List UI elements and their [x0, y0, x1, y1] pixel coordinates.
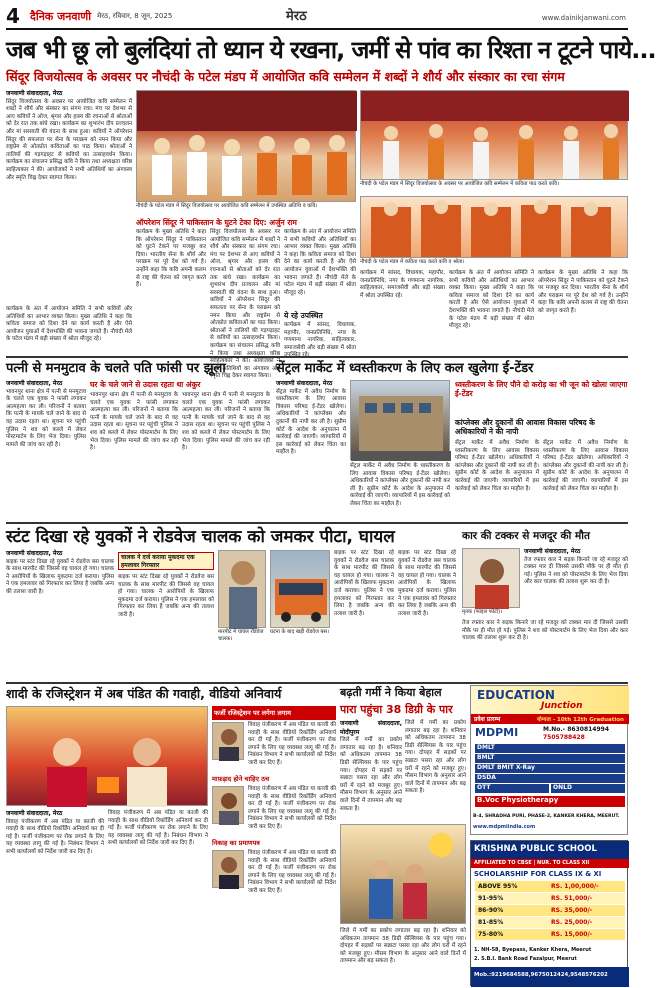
page-number: 4	[6, 4, 20, 28]
ad2-header	[471, 841, 629, 859]
lead-right-col3	[538, 270, 628, 350]
story2-body-cont2: भावनपुर थाना क्षेत्र में पत्नी से मनमुटाव के चलते एक युवक ने फांसी लगाकर आत्महत्या कर ली। परिजनों ने बताया कि पत्नी के मायके चले जाने के बाद से वह उदास रहता था। सूचना पर पहुंची पुलिस ने शव को कब्जे में लेकर पोस्टमार्टम के लिए भेज दिया। पुलिस मामले की जांच कर रही है।	[182, 392, 270, 452]
story6-portrait-1	[212, 722, 244, 760]
ad1-course-3: DMLT BMIT X-Ray	[475, 764, 625, 773]
ad2-row-1	[475, 881, 625, 892]
story7-photo	[340, 824, 466, 924]
roadways-bus-art	[271, 551, 331, 629]
story4-body-cont2: बाइक पर स्टंट दिखा रहे युवकों ने रोडवेज बस चालक के साथ मारपीट की जिससे वह घायल हो गया। चालक ने आरोपियों के खिलाफ मुकदमा दर्ज कराया। पुलिस ने एक हमलावर को गिरफ्तार कर लिया है जबकि अन्य की तलाश जारी है।	[334, 550, 394, 617]
story6-col1	[6, 810, 104, 986]
story6-box-text2	[248, 786, 336, 836]
story7-body-cont2: जिले में गर्मी का प्रकोप लगातार बढ़ रहा है। शनिवार को अधिकतम तापमान 38 डिग्री सेल्सियस के पार पहुंच गया। दोपहर में सड़कों पर सन्नाटा पसरा रहा और लोग घरों में रहने को मजबूर हुए। मौसम विभाग के अनुसार आने वाले दिनों में तापमान और बढ़ सकता है।	[340, 928, 466, 965]
story5-headline: कार की टक्कर से मजदूर की मौत	[462, 530, 590, 542]
present-text: कार्यक्रम में सांसद, विधायक, महापौर, जनप्रतिनिधि, नगर के गणमान्य नागरिक, साहित्यकार, समाजसेवी और बड़ी संख्या में श्रोता	[284, 322, 356, 351]
story3-col1	[276, 380, 346, 520]
ad2-scholarship: SCHOLARSHIP FOR CLASS IX & XI	[474, 870, 602, 878]
ad1-banner-text: प्रवेश प्रारम्भ	[474, 716, 501, 723]
story3-kicker: ध्वस्तीकरण के लिए पौने दो करोड़ का भी जून को खोला जाएगा ई-टेंडर	[455, 380, 628, 398]
present-headline: ये रहे उपस्थित	[284, 311, 323, 320]
story4-col4	[398, 550, 456, 680]
story4-caption-2: घटना के बाद खड़ी रोडवेज बस।	[270, 629, 329, 635]
lead-right-text2: कार्यक्रम के अंत में आयोजन समिति ने सभी कवियों और अतिथियों का आभार व्यक्त किया। मुख्य अतिथि ने कहा कि कविता समाज को दिशा देने का कार्य करती है और ऐसे आयोजन युवाओं में देशभक्ति की भावना जगाते हैं। नौचंदी मेले के पटेल मंडप में बड़ी संख्या में श्रोता मौजूद रहे।	[449, 270, 534, 330]
story4-col1	[6, 550, 114, 680]
ad2-row-3	[475, 905, 625, 916]
ad1-phone2[interactable]: 7505788428	[543, 734, 585, 741]
photo-people-art	[137, 91, 357, 203]
story2-headline: पत्नी से मनमुटाव के चलते पति फांसी पर झूला	[6, 361, 226, 376]
story4-kicker-box	[118, 552, 214, 570]
story7-byline: जनवाणी संवाददाता, मोदीपुरम	[340, 720, 402, 736]
ad2-row-3-pct: 86-90%	[478, 907, 504, 914]
lead-subheadline: ऑपरेशन सिंदूर ने पाकिस्तान के घुटने टेका दिए: अर्जुन राम	[136, 218, 297, 227]
photo-stage-art	[361, 91, 629, 181]
story6-box-heading2: निकाह का प्रमाणपत्र	[212, 839, 260, 847]
ad1-web[interactable]: www.mdpmiindia.com	[473, 824, 536, 830]
story4-headline: स्टंट दिखा रहे युवकों ने रोडवेज चालक को जमकर पीटा, घायल	[6, 527, 395, 547]
ad1-banner-text2: योग्यता - 10th 12th Graduation	[537, 717, 624, 723]
story7-headline2: पारा पहुंचा 38 डिग्री के पार	[340, 703, 453, 716]
story3-photo	[350, 380, 450, 460]
story5-col2	[462, 620, 628, 680]
ad1-address: B-4, SHRADHA PURI, PHASE-2, KANKER KHERA, MEERUT.	[473, 814, 620, 819]
portrait-art-2	[213, 787, 245, 825]
story4-col2	[118, 574, 214, 680]
story6-box-body1: विवाह पंजीकरण में अब पंडित या काजी की गवाही के साथ वीडियो रिकॉर्डिंग अनिवार्य कर दी गई है। फर्जी पंजीकरण पर रोक लगाने के लिए यह व्यवस्था लागू की गई है। निबंधन विभाग ने सभी कार्यालयों को निर्देश जारी कर दिए हैं।	[248, 722, 336, 766]
ad2-row-4	[475, 917, 625, 928]
lead-sub-col3	[284, 229, 356, 309]
story6-byline: जनवाणी संवाददाता, मेरठ	[6, 810, 63, 817]
story3-body-cont2: सेंट्रल मार्केट में अवैध निर्माण के ध्वस्तीकरण के लिए आवास विकास परिषद ई-टेंडर खोलेगा। अधिकारियों ने कांप्लेक्स और दुकानों की नापी कर ली है। सुप्रीम कोर्ट के आदेश के अनुपालन में कार्रवाई की जाएगी। व्यापारियों में इस कार्रवाई को लेकर चिंता का माहौल है।	[455, 440, 539, 492]
ad1-phone1[interactable]: M.No.- 8630814994	[543, 726, 609, 733]
story6-headline: शादी के रजिस्ट्रेशन में अब पंडित की गवाही, वीडियो अनिवार्य	[6, 686, 282, 701]
story5-caption: मृतक (फाइल फोटो)।	[462, 609, 503, 615]
story6-box-body3: विवाह पंजीकरण में अब पंडित या काजी की गवाही के साथ वीडियो रिकॉर्डिंग अनिवार्य कर दी गई है। फर्जी पंजीकरण पर रोक लगाने के लिए यह व्यवस्था लागू की गई है। निबंधन विभाग ने सभी कार्यालयों को निर्देश जारी कर दिए हैं।	[248, 850, 336, 894]
lead-caption-1: नौचंदी के पटेल मंडप में सिंदूर विजयोत्सव पर आयोजित कवि सम्मेलन में उपस्थित अतिथि व कवि।	[136, 203, 318, 209]
portrait-art-1	[213, 723, 245, 761]
lead-right-col1	[360, 270, 445, 350]
lead-body-col1b	[6, 306, 132, 356]
ad2-row-1-pct: ABOVE 95%	[478, 883, 518, 890]
story7-col1	[340, 720, 402, 820]
story6-box-text3	[248, 850, 336, 986]
photo-audience-art	[361, 197, 629, 259]
ad1-course-4: DSDA	[475, 774, 625, 783]
ad2-table	[475, 881, 625, 943]
story3-headline: सेंट्रल मार्केट में ध्वस्तीकरण के लिए कल खुलेगा ई-टेंडर	[276, 361, 534, 376]
ad2-footer	[471, 967, 629, 987]
paper-logo: दैनिक जनवाणी	[30, 9, 92, 23]
story3-col4	[543, 440, 628, 520]
lead-photo-1	[136, 90, 356, 202]
story6-portrait-3	[212, 850, 244, 888]
story4-photo-1	[218, 550, 266, 628]
lead-body: सिंदूर विजयोत्सव के अवसर पर आयोजित कवि सम्मेलन में शब्दों ने शौर्य और संस्कार का संगम रचा। मंच पर देशभर से आए कवियों ने ओज, श्रृंगार और हास्य की रचनाओं से श्रोताओं को देर रात तक बांधे रखा। कार्यक्रम का शुभारंभ दीप प्रज्वलन और मां सरस्वती की वंदना के साथ हुआ। कवियों ने ऑपरेशन सिंदूर की सफलता पर सेना के पराक्रम को नमन किया और राष्ट्रप्रेम से ओतप्रोत कविताओं का पाठ किया। श्रोताओं ने तालियों की गड़गड़ाहट से कवियों का उत्साहवर्धन किया। कार्यक्रम का संचालन प्रसिद्ध कवि ने किया तथा अध्यक्षता वरिष्ठ साहित्यकार ने की। आयोजकों ने सभी अतिथियों का अंगवस्त्र और स्मृति चिह्न देकर स्वागत किया।	[6, 98, 132, 181]
ad2-row-4-pct: 81-85%	[478, 919, 504, 926]
ad1-banner	[471, 714, 629, 724]
story4-kicker: चालक ने दर्ज कराया मुकदमा एक हमलावर गिरफ्तार	[121, 554, 195, 569]
story7-col3	[340, 928, 466, 986]
story7-body-cont: जिले में गर्मी का प्रकोप लगातार बढ़ रहा है। शनिवार को अधिकतम तापमान 38 डिग्री सेल्सियस के पार पहुंच गया। दोपहर में सड़कों पर सन्नाटा पसरा रहा और लोग घरों में रहने को मजबूर हुए। मौसम विभाग के अनुसार आने वाले दिनों में तापमान और बढ़ सकता है।	[405, 720, 466, 795]
story5-body-cont: तेज रफ्तार कार ने सड़क किनारे जा रहे मजदूर को टक्कर मार दी जिससे उसकी मौके पर ही मौत हो गई। पुलिस ने शव को पोस्टमार्टम के लिए भेज दिया और कार चालक की तलाश शुरू कर दी है।	[462, 620, 628, 642]
ad1-header	[471, 686, 629, 714]
story2-col1	[6, 380, 86, 520]
ad2-row-1-amt: RS. 1,00,000/-	[551, 883, 599, 890]
divider-2	[6, 522, 628, 524]
story6-body: विवाह पंजीकरण में अब पंडित या काजी की गवाही के साथ वीडियो रिकॉर्डिंग अनिवार्य कर दी गई है। फर्जी पंजीकरण पर रोक लगाने के लिए यह व्यवस्था लागू की गई है। निबंधन विभाग ने सभी कार्यालयों को निर्देश जारी कर दिए हैं।	[6, 818, 104, 855]
story2-kicker: घर के चले जाने से उदास रहता था अंकुर	[90, 380, 201, 389]
lead-right-col2	[449, 270, 534, 350]
ad2-row-5	[475, 929, 625, 940]
story6-kicker: फर्जी रजिस्ट्रेशन पर लगेगा लगाम	[214, 709, 291, 717]
ad1-course-6: ONLD	[551, 784, 625, 793]
lead-body2: कार्यक्रम के अंत में आयोजन समिति ने सभी कवियों और अतिथियों का आभार व्यक्त किया। मुख्य अतिथि ने कहा कि कविता समाज को दिशा देने का कार्य करती है और ऐसे आयोजन युवाओं में देशभक्ति की भावना जगाते हैं। नौचंदी मेले के पटेल मंडप में बड़ी संख्या में श्रोता मौजूद रहे।	[6, 306, 132, 343]
lead-sub-body-cont: सिंदूर विजयोत्सव के अवसर पर आयोजित कवि सम्मेलन में शब्दों ने शौर्य और संस्कार का संगम रचा। मंच पर देशभर से आए कवियों ने ओज, श्रृंगार और हास्य की रचनाओं से श्रोताओं को देर रात तक बांधे रखा। कार्यक्रम का शुभारंभ दीप प्रज्वलन और मां सरस्वती की वंदना के साथ हुआ। कवियों ने ऑपरेशन सिंदूर की सफलता पर सेना के पराक्रम को नमन किया और राष्ट्रप्रेम से ओतप्रोत कविताओं का पाठ किया। श्रोताओं ने तालियों की गड़गड़ाहट से कवियों का उत्साहवर्धन किया। कार्यक्रम का संचालन प्रसिद्ध कवि ने किया तथा अध्यक्षता वरिष्ठ साहित्यकार ने की। आयोजकों ने सभी अतिथियों का अंगवस्त्र और स्मृति चिह्न देकर स्वागत किया।	[210, 229, 280, 380]
story6-portrait-2	[212, 786, 244, 824]
ad1-course-2: BMLT	[475, 754, 625, 763]
ad1-course-extra: B.Voc Physiotherapy	[475, 796, 625, 807]
story3-body-cont3: सेंट्रल मार्केट में अवैध निर्माण के ध्वस्तीकरण के लिए आवास विकास परिषद ई-टेंडर खोलेगा। अधिकारियों ने कांप्लेक्स और दुकानों की नापी कर ली है। सुप्रीम कोर्ट के आदेश के अनुपालन में कार्रवाई की जाएगी। व्यापारियों में इस कार्रवाई को लेकर चिंता का माहौल है।	[543, 440, 628, 492]
market-building-art	[351, 381, 451, 461]
lead-caption-2: नौचंदी के पटेल मंडप में सिंदूर विजयोत्सव के अवसर पर आयोजित कवि सम्मेलन में कविता पाठ करते कवि।	[360, 181, 559, 187]
present-body	[284, 322, 356, 350]
injured-driver-art	[219, 551, 267, 629]
story6-body-cont: विवाह पंजीकरण में अब पंडित या काजी की गवाही के साथ वीडियो रिकॉर्डिंग अनिवार्य कर दी गई है। फर्जी पंजीकरण पर रोक लगाने के लिए यह व्यवस्था लागू की गई है। निबंधन विभाग ने सभी कार्यालयों को निर्देश जारी कर दिए हैं।	[108, 810, 208, 847]
ad2-row-5-pct: 75-80%	[478, 931, 504, 938]
ad-krishna-public-school[interactable]	[470, 840, 628, 986]
story6-col2	[108, 810, 208, 986]
story6-box-text1	[248, 722, 336, 772]
story6-box-body2: विवाह पंजीकरण में अब पंडित या काजी की गवाही के साथ वीडियो रिकॉर्डिंग अनिवार्य कर दी गई है। फर्जी पंजीकरण पर रोक लगाने के लिए यह व्यवस्था लागू की गई है। निबंधन विभाग ने सभी कार्यालयों को निर्देश जारी कर दिए हैं।	[248, 786, 336, 830]
lead-sub-col1	[136, 229, 206, 349]
lead-photo-2	[360, 90, 628, 180]
lead-sub-body-cont2: कार्यक्रम के अंत में आयोजन समिति ने सभी कवियों और अतिथियों का आभार व्यक्त किया। मुख्य अतिथि ने कहा कि कविता समाज को दिशा देने का कार्य करती है और ऐसे आयोजन युवाओं में देशभक्ति की भावना जगाते हैं। नौचंदी मेले के पटेल मंडप में बड़ी संख्या में श्रोता मौजूद रहे।	[284, 229, 356, 296]
victim-portrait-art	[463, 549, 521, 609]
story3-col3	[455, 440, 539, 520]
story4-body: बाइक पर स्टंट दिखा रहे युवकों ने रोडवेज बस चालक के साथ मारपीट की जिससे वह घायल हो गया। चालक ने आरोपियों के खिलाफ मुकदमा दर्ज कराया। पुलिस ने एक हमलावर को गिरफ्तार कर लिया है जबकि अन्य की तलाश जारी है।	[6, 558, 114, 595]
story2-col2	[90, 392, 178, 520]
story4-body-cont3: बाइक पर स्टंट दिखा रहे युवकों ने रोडवेज बस चालक के साथ मारपीट की जिससे वह घायल हो गया। चालक ने आरोपियों के खिलाफ मुकदमा दर्ज कराया। पुलिस ने एक हमलावर को गिरफ्तार कर लिया है जबकि अन्य की तलाश जारी है।	[398, 550, 456, 617]
lead-caption-3: नौचंदी के पटेल मंडप में कविता पाठ करते कवि व श्रोता।	[360, 259, 465, 265]
story2-body-cont: भावनपुर थाना क्षेत्र में पत्नी से मनमुटाव के चलते एक युवक ने फांसी लगाकर आत्महत्या कर ली। परिजनों ने बताया कि पत्नी के मायके चले जाने के बाद से वह उदास रहता था। सूचना पर पहुंची पुलिस ने शव को कब्जे में लेकर पोस्टमार्टम के लिए भेज दिया। पुलिस मामले की जांच कर रही है।	[90, 392, 178, 452]
ad2-mobile[interactable]: Mob.:9219684588,9675012424,9548576202	[474, 972, 608, 978]
lead-body-col1	[6, 90, 132, 304]
lead-headline: जब भी छू लो बुलंदियां तो ध्यान ये रखना, जमीं से पांव का रिश्ता न टूटने पाये...	[6, 36, 656, 64]
ad2-affil-bar	[471, 859, 629, 868]
ad2-row-2-pct: 91-95%	[478, 895, 504, 902]
story5-photo	[462, 548, 520, 608]
story4-photo-2	[270, 550, 330, 628]
lead-byline: जनवाणी संवाददाता, मेरठ	[6, 90, 63, 97]
lead-photo-3	[360, 196, 628, 258]
story7-headline: बढ़ती गर्मी ने किया बेहाल	[340, 686, 442, 699]
story2-body: भावनपुर थाना क्षेत्र में पत्नी से मनमुटाव के चलते एक युवक ने फांसी लगाकर आत्महत्या कर ली। परिजनों ने बताया कि पत्नी के मायके चले जाने के बाद से वह उदास रहता था। सूचना पर पहुंची पुलिस ने शव को कब्जे में लेकर पोस्टमार्टम के लिए भेज दिया। पुलिस मामले की जांच कर रही है।	[6, 388, 86, 448]
story3-col2	[350, 463, 450, 520]
lead-sub-body: कार्यक्रम के मुख्य अतिथि ने कहा कि ऑपरेशन सिंदूर ने पाकिस्तान को घुटने टेकने पर मजबूर कर दिया। भारतीय सेना के शौर्य और पराक्रम पर पूरे देश को गर्व है। उन्होंने कहा कि कवि अपनी कलम से राष्ट्र की चेतना को जागृत करते हैं।	[136, 229, 206, 289]
website[interactable]: www.dainikjanwani.com	[541, 14, 626, 22]
ad2-row-4-amt: RS. 25,000/-	[551, 919, 593, 926]
ad1-college: MDPMI	[475, 726, 519, 739]
wedding-ceremony-art	[7, 707, 209, 807]
ad1-course-5: OTT	[475, 784, 549, 793]
ad2-address-1: 1. NH-58, Byepass, Kanker Khera, Meerut	[474, 947, 592, 953]
story7-body: जिले में गर्मी का प्रकोप लगातार बढ़ रहा है। शनिवार को अधिकतम तापमान 38 डिग्री सेल्सियस के पार पहुंच गया। दोपहर में सड़कों पर सन्नाटा पसरा रहा और लोग घरों में रहने को मजबूर हुए। मौसम विभाग के अनुसार आने वाले दिनों में तापमान और बढ़ सकता है।	[340, 737, 402, 812]
masthead	[6, 4, 628, 30]
story3-body-cont: सेंट्रल मार्केट में अवैध निर्माण के ध्वस्तीकरण के लिए आवास विकास परिषद ई-टेंडर खोलेगा। अधिकारियों ने कांप्लेक्स और दुकानों की नापी कर ली है। सुप्रीम कोर्ट के आदेश के अनुपालन में कार्रवाई की जाएगी। व्यापारियों में इस कार्रवाई को लेकर चिंता का माहौल है।	[350, 463, 450, 507]
lead-right-text1: कार्यक्रम में सांसद, विधायक, महापौर, जनप्रतिनिधि, नगर के गणमान्य नागरिक, साहित्यकार, समाजसेवी और बड़ी संख्या में श्रोता उपस्थित रहे।	[360, 270, 445, 299]
ad2-affil: AFFILIATED TO CBSE | NUR. TO CLASS XII	[474, 860, 590, 866]
ad2-address-2: 2. S.B.I. Bank Road Fazalpur, Meerut	[474, 956, 577, 962]
ad2-row-2	[475, 893, 625, 904]
ad1-course-1: DMLT	[475, 744, 625, 753]
story3-byline: जनवाणी संवाददाता, मेरठ	[276, 380, 333, 387]
lead-subhead: सिंदूर विजयोत्सव के अवसर पर नौचंदी के पटेल मंडप में आयोजित कवि सम्मेलन में शब्दों ने शौर्य और संस्कार का रचा संगम	[6, 69, 565, 84]
ad2-row-2-amt: RS. 51,000/-	[551, 895, 593, 902]
ad1-course-list	[475, 744, 625, 810]
story6-box-heading: माफ़ड़ाद होने चाहिए ठच	[212, 775, 270, 783]
lead-sub-col2	[210, 229, 280, 380]
story3-kicker2: कांप्लेक्स और दुकानों की आवास विकास परिषद के अधिकारियों ने की नापी	[455, 418, 595, 436]
story5-col1	[524, 548, 628, 618]
story2-byline: जनवाणी संवाददाता, मेरठ	[6, 380, 63, 387]
lead-right-text3: कार्यक्रम के मुख्य अतिथि ने कहा कि ऑपरेशन सिंदूर ने पाकिस्तान को घुटने टेकने पर मजबूर कर दिया। भारतीय सेना के शौर्य और पराक्रम पर पूरे देश को गर्व है। उन्होंने कहा कि कवि अपनी कलम से राष्ट्र की चेतना को जागृत करते हैं।	[538, 270, 628, 314]
city-label: मेरठ	[286, 9, 307, 24]
portrait-art-3	[213, 851, 245, 889]
story2-col3	[182, 392, 270, 520]
story4-body-cont: बाइक पर स्टंट दिखा रहे युवकों ने रोडवेज बस चालक के साथ मारपीट की जिससे वह घायल हो गया। चालक ने आरोपियों के खिलाफ मुकदमा दर्ज कराया। पुलिस ने एक हमलावर को गिरफ्तार कर लिया है जबकि अन्य की तलाश जारी है।	[118, 574, 214, 618]
story4-col3	[334, 550, 394, 680]
story7-col2	[405, 720, 466, 820]
divider-3	[6, 682, 628, 684]
ad-education-junction[interactable]	[470, 685, 628, 835]
ad2-row-3-amt: RS. 35,000/-	[551, 907, 593, 914]
story5-body: तेज रफ्तार कार ने सड़क किनारे जा रहे मजदूर को टक्कर मार दी जिससे उसकी मौके पर ही मौत हो गई। पुलिस ने शव को पोस्टमार्टम के लिए भेज दिया और कार चालक की तलाश शुरू कर दी है।	[524, 556, 628, 586]
edition-date: मेरठ, रविवार, 8 जून, 2025	[97, 11, 173, 20]
ad2-row-5-amt: RS. 15,000/-	[551, 931, 593, 938]
story4-caption-1: मारपीट में घायल रोडवेज चालक।	[218, 629, 264, 642]
story3-body: सेंट्रल मार्केट में अवैध निर्माण के ध्वस्तीकरण के लिए आवास विकास परिषद ई-टेंडर खोलेगा। अधिकारियों ने कांप्लेक्स और दुकानों की नापी कर ली है। सुप्रीम कोर्ट के आदेश के अनुपालन में कार्रवाई की जाएगी। व्यापारियों में इस कार्रवाई को लेकर चिंता का माहौल है।	[276, 388, 346, 456]
ad1-title: EDUCATION	[477, 688, 555, 702]
story4-byline: जनवाणी संवाददाता, मेरठ	[6, 550, 63, 557]
story5-byline: जनवाणी संवाददाता, मेरठ	[524, 548, 581, 555]
ad1-subtitle: Junction	[541, 701, 583, 711]
ad2-title: KRISHNA PUBLIC SCHOOL	[474, 844, 597, 854]
story6-photo	[6, 706, 208, 806]
story6-kicker-box	[212, 706, 336, 720]
heat-street-art	[341, 825, 467, 925]
divider-1	[6, 356, 628, 358]
